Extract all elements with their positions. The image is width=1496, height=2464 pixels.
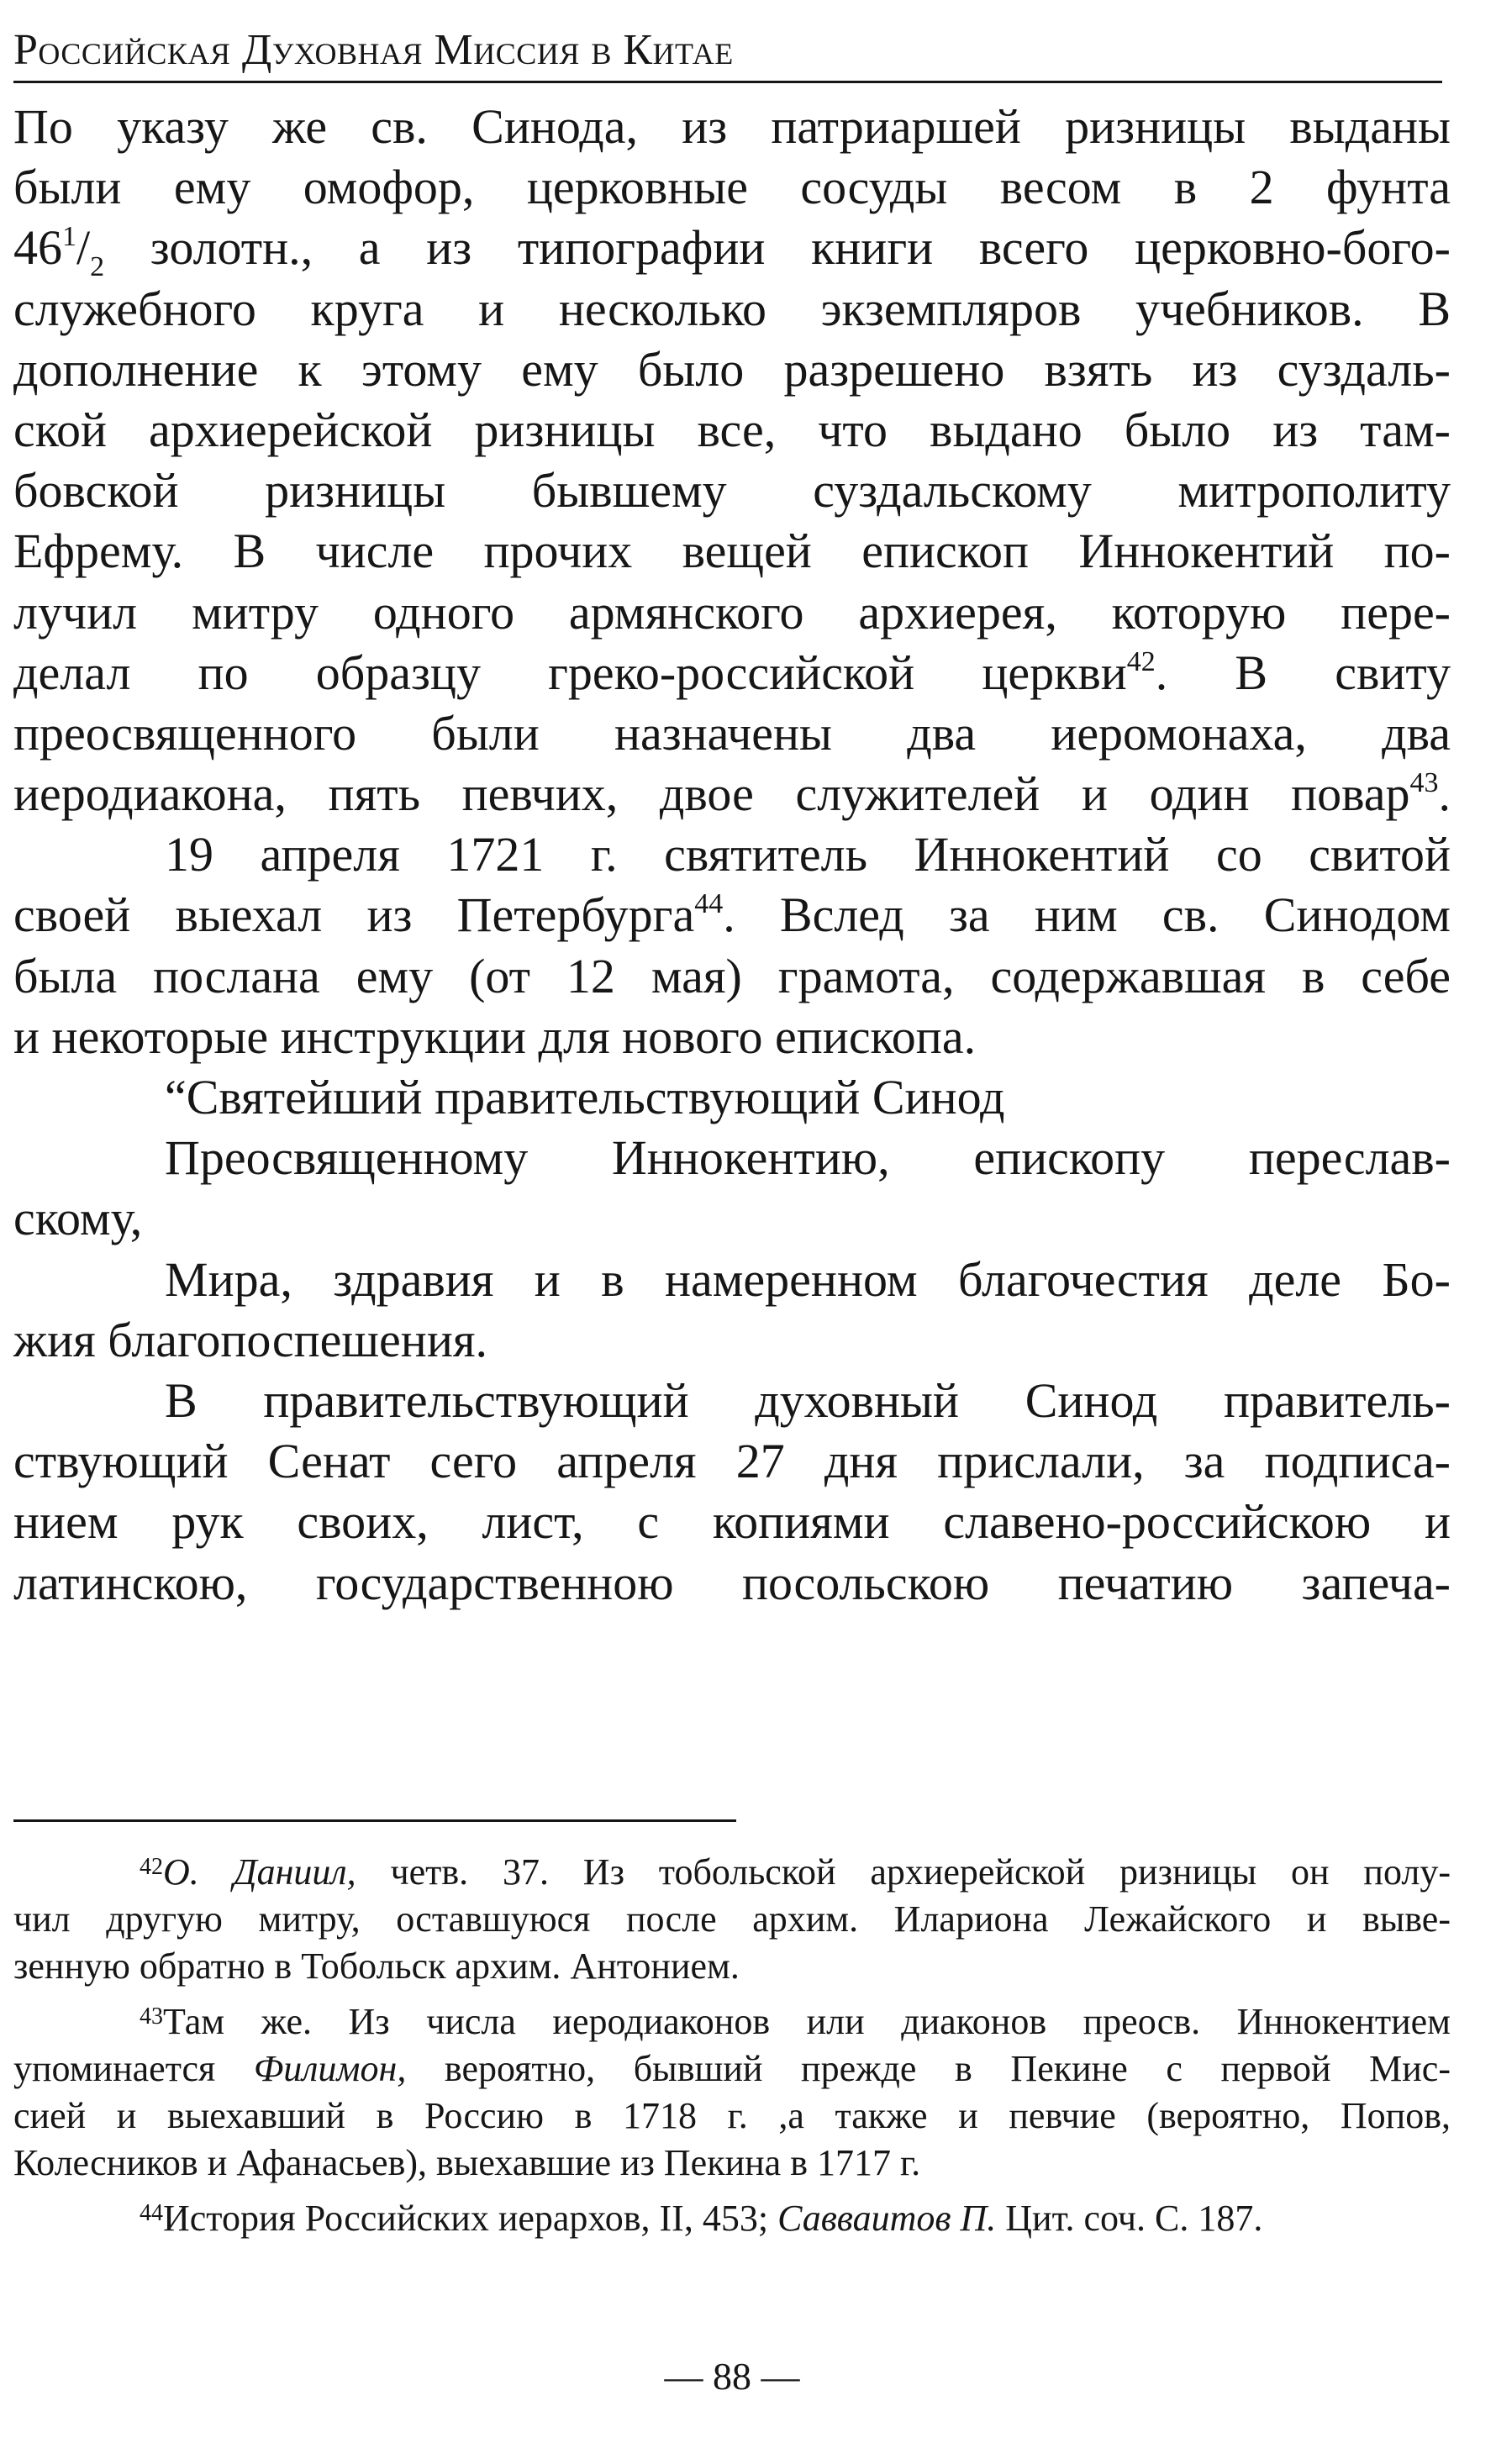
text-line: В правительствующий духовный Синод правитель-: [165, 1372, 1451, 1428]
text-line: Преосвященному Иннокентию, епископу переслав-: [165, 1130, 1451, 1186]
fraction-whole: 46: [13, 220, 62, 276]
main-text: [13, 97, 1451, 1614]
running-head-rule: [13, 81, 1442, 83]
text-line: [13, 764, 1451, 824]
footnote-line: чил другую митру, оставшуюся после архим. Илариона Лежайского и выве-: [13, 1898, 1451, 1940]
fraction-slash: /: [76, 220, 91, 276]
text-line: нием рук своих, лист, с копиями славено-российскою и: [13, 1494, 1451, 1550]
text-fragment: . В свиту: [1155, 645, 1451, 700]
text-fragment: Там же. Из числа иеродиаконов или диаконов преосв. Иннокентием: [163, 2001, 1451, 2042]
footnote-number: 44: [140, 2200, 163, 2226]
text-line: [13, 885, 1451, 945]
text-line: жия благопоспешения.: [13, 1312, 488, 1367]
footnote-author: Савваитов П.: [777, 2198, 997, 2239]
fraction-denominator: 2: [90, 251, 105, 283]
text-line: бовской ризницы бывшему суздальскому митрополиту: [13, 463, 1451, 519]
text-line: [13, 643, 1451, 703]
footnote-ref-43: 43: [1409, 767, 1439, 799]
text-line: Ефрему. В числе прочих вещей епископ Иннокентий по-: [13, 524, 1451, 579]
text-line: [13, 218, 1451, 283]
text-line: “Святейший правительствующий Синод: [165, 1070, 1005, 1124]
text-line: преосвященного были назначены два иеромонаха, два: [13, 705, 1451, 761]
text-line: лучил митру одного армянского архиерея, которую пере-: [13, 584, 1451, 640]
running-head: Российская Духовная Миссия в Китае: [13, 26, 734, 74]
text-fragment: вероятно, бывший прежде в Пекине с первой Мис-: [406, 2048, 1451, 2089]
text-fragment: .: [1438, 766, 1451, 822]
text-fragment: иеродиакона, пять певчих, двое служителей и один повар: [13, 766, 1410, 822]
text-fragment: своей выехал из Петербурга: [13, 887, 695, 943]
text-line: По указу же св. Синода, из патриаршей ризницы выданы: [13, 99, 1451, 154]
text-fragment: . Вслед за ним св. Синодом: [723, 887, 1451, 943]
text-line: скому,: [13, 1191, 143, 1246]
text-fragment: золотн., а из типографии книги всего церковно-бого-: [104, 220, 1451, 276]
footnote-spacer: [13, 1990, 1451, 1998]
text-line: ствующий Сенат сего апреля 27 дня прислали, за подписа-: [13, 1434, 1451, 1489]
page-number: — 88 —: [664, 2355, 800, 2398]
footnote-spacer: [13, 2187, 1451, 2195]
footnote-42: [13, 1849, 1451, 1896]
text-line: дополнение к этому ему было разрешено взять из суздаль-: [13, 341, 1451, 397]
footnote-ref-42: 42: [1126, 645, 1156, 677]
footnote-line: [13, 2045, 1451, 2093]
text-line: были ему омофор, церковные сосуды весом в 2 фунта: [13, 160, 1451, 215]
footnote-author: О. Даниил,: [163, 1851, 356, 1893]
text-line: и некоторые инструкции для нового епископа.: [13, 1008, 977, 1064]
text-line: латинскою, государственною посольскою печатию запеча-: [13, 1555, 1451, 1610]
footnote-number: 42: [140, 1854, 163, 1880]
footnote-43: [13, 1998, 1451, 2045]
footnote-line: зенную обратно в Тобольск архим. Антонием.: [13, 1945, 740, 1987]
text-fragment: четв. 37. Из тобольской архиерейской ризницы он полу-: [356, 1851, 1451, 1893]
footnote-44: [13, 2195, 1451, 2242]
text-line: служебного круга и несколько экземпляров учебников. В: [13, 281, 1451, 336]
text-fragment: Цит. соч. С. 187.: [996, 2198, 1263, 2239]
fraction-numerator: 1: [62, 221, 76, 253]
text-line: Мира, здравия и в намеренном благочестия деле Бо-: [165, 1251, 1451, 1307]
book-page: [13, 0, 1467, 2464]
text-fragment: История Российских иерархов, II, 453;: [163, 2198, 778, 2239]
text-line: 19 апреля 1721 г. святитель Иннокентий со свитой: [165, 827, 1451, 882]
text-fragment: упоминается: [13, 2048, 254, 2089]
footnote-number: 43: [140, 2003, 163, 2030]
footnote-line: сией и выехавший в Россию в 1718 г. ,а также и певчие (вероятно, Попов,: [13, 2095, 1451, 2136]
text-line: была послана ему (от 12 мая) грамота, содержавшая в себе: [13, 948, 1451, 1003]
footnote-ref-44: 44: [694, 888, 724, 920]
footnotes: [13, 1849, 1451, 2242]
text-fragment: делал по образцу греко-российской церкви: [13, 645, 1127, 700]
footnote-rule: [13, 1819, 736, 1822]
text-line: ской архиерейской ризницы все, что выдано было из там-: [13, 402, 1451, 457]
footnote-name: Филимон,: [253, 2048, 407, 2089]
footnote-line: Колесников и Афанасьев), выехавшие из Пекина в 1717 г.: [13, 2142, 921, 2183]
